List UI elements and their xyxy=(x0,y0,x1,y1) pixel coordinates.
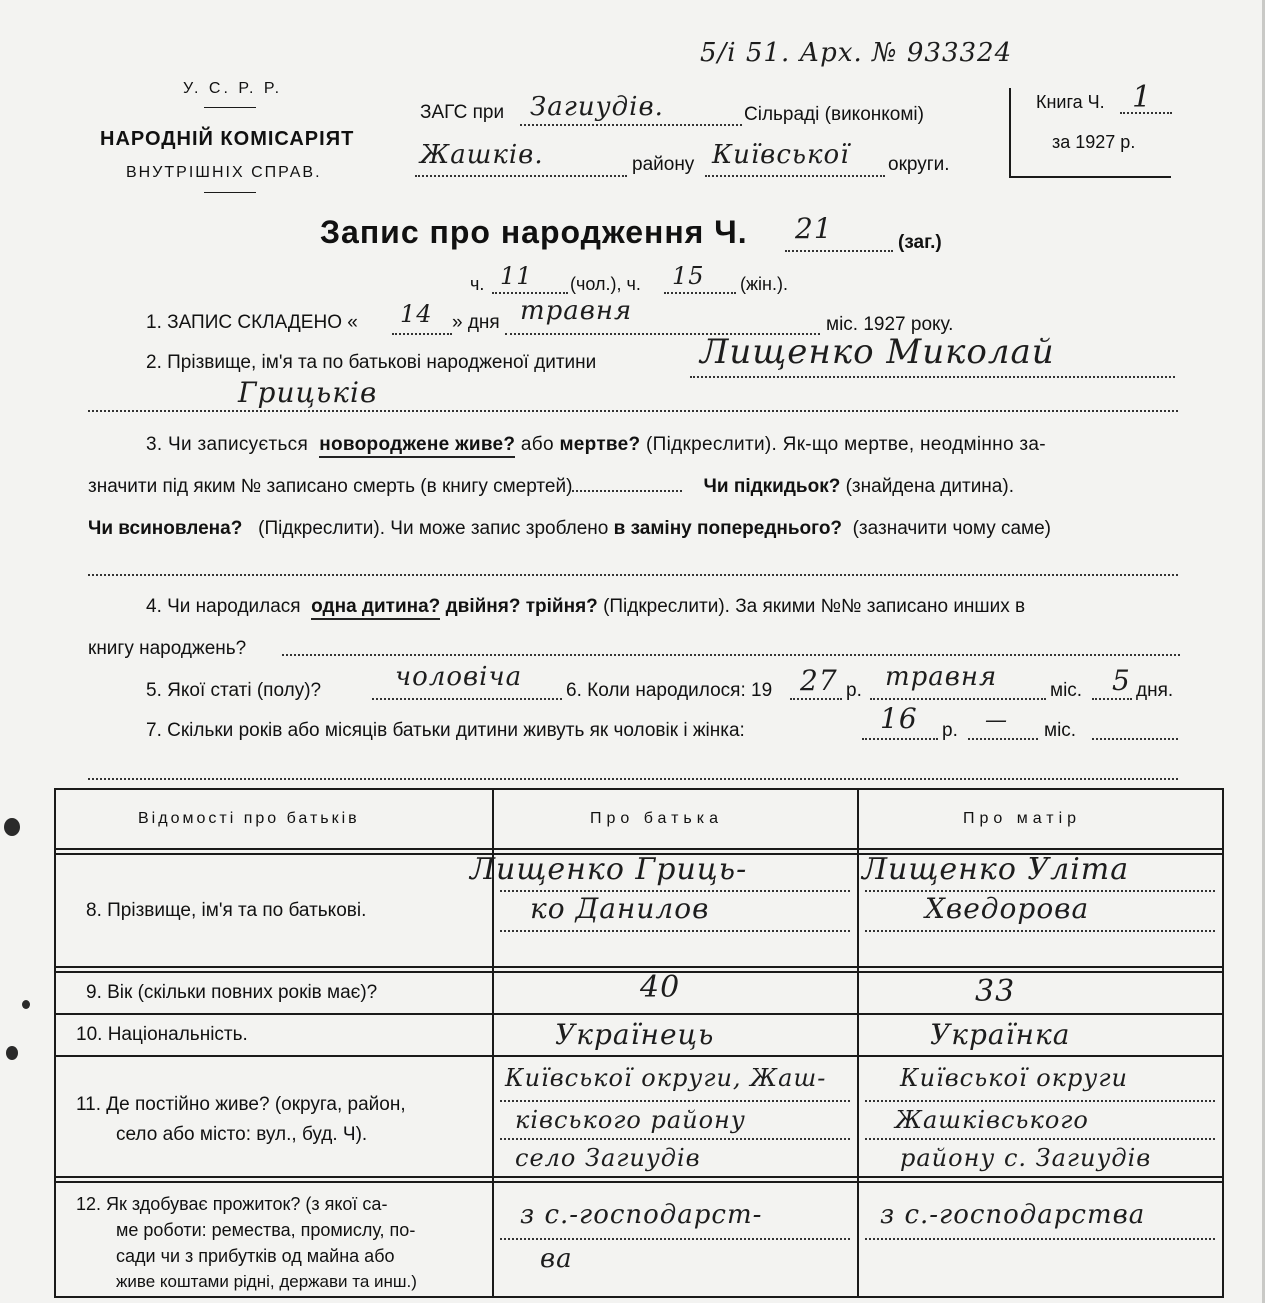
male-count-line xyxy=(492,292,568,294)
row11-mother-line2: Жашківського xyxy=(895,1106,1089,1134)
row11-father-line3: село Загиудів xyxy=(515,1144,701,1172)
female-suffix: (жін.). xyxy=(740,274,788,294)
item1-day: 14 xyxy=(400,300,433,328)
table-top-border xyxy=(54,788,1224,790)
archive-note: 5/і 51. Арх. № 933324 xyxy=(700,38,1013,68)
raion-line xyxy=(415,175,627,177)
row11-father-guide1 xyxy=(500,1100,850,1102)
item3-line2 xyxy=(88,476,1014,498)
table-row-divider-4 xyxy=(54,1176,1224,1183)
item5-line xyxy=(372,698,562,700)
item7-blank-line xyxy=(88,778,1178,780)
row12-label-line2: ме роботи: ремества, промислу, по- xyxy=(116,1220,416,1240)
table-row-divider-3 xyxy=(54,1055,1224,1057)
row11-label-line2: село або місто: вул., буд. Ч). xyxy=(116,1124,368,1145)
item7-tail-line xyxy=(1092,738,1178,740)
row11-father-line2: ківського району xyxy=(515,1106,746,1134)
table-row-divider-2 xyxy=(54,1013,1224,1015)
item2-line xyxy=(690,376,1175,378)
row12-label-line1: 12. Як здобуває прожиток? (з якої са- xyxy=(76,1194,388,1214)
header-divider-top xyxy=(204,107,256,108)
table-header-info: Відомості про батьків xyxy=(138,810,360,827)
table-bottom-border xyxy=(54,1296,1224,1298)
item1-label: 1. ЗАПИС СКЛАДЕНО « xyxy=(146,312,358,333)
female-count-line xyxy=(664,292,736,294)
book-number-line xyxy=(1120,112,1172,114)
zags-prefix: ЗАГС при xyxy=(420,102,505,123)
item7-months: — xyxy=(985,708,1008,733)
item3-replacement-text: (Підкреслити). Чи може запис зроблено xyxy=(258,518,609,539)
book-box-border xyxy=(1009,88,1011,178)
item3-replacement-option: в заміну попереднього? xyxy=(613,518,843,539)
item2-child-name: Лищенко Миколай xyxy=(700,332,1055,372)
item6-label: 6. Коли народилося: 19 xyxy=(566,680,773,701)
record-suffix: (заг.) xyxy=(898,232,942,253)
zags-village-line xyxy=(520,124,742,126)
book-box-bottom xyxy=(1009,176,1171,178)
item6-end: дня. xyxy=(1136,680,1174,701)
row12-label-line4: живе коштами рідні, держави та инш.) xyxy=(116,1272,417,1291)
republic-label: У. С. Р. Р. xyxy=(183,80,283,97)
row12-father-line2: ва xyxy=(540,1244,573,1274)
row8-father-guide2 xyxy=(500,930,850,932)
row8-label: 8. Прізвище, ім'я та по батькові. xyxy=(86,900,367,921)
female-count: 15 xyxy=(672,262,705,290)
row8-father-line2: ко Данилов xyxy=(530,892,710,925)
item6-year: 27 xyxy=(800,664,838,697)
row11-father-guide2 xyxy=(500,1138,850,1140)
okruha-label: округи. xyxy=(888,154,950,175)
row9-label: 9. Вік (скільки повних років має)? xyxy=(86,982,378,1003)
row12-label-line3: сади чи з прибутків од майна або xyxy=(116,1246,395,1266)
item3-text-e: (Підкреслити). Як-що мертве, неодмінно за- xyxy=(646,434,1046,455)
item4-text-e: (Підкреслити). За якими №№ записано инших в xyxy=(603,596,1026,617)
row8-mother-guide2 xyxy=(865,930,1215,932)
zags-village: Загиудів. xyxy=(530,92,664,122)
item3-foundling-note: (знайдена дитина). xyxy=(845,476,1014,497)
item7-years: 16 xyxy=(880,702,918,735)
row12-father-guide xyxy=(500,1238,850,1240)
record-number: 21 xyxy=(795,212,833,245)
item4-line xyxy=(282,654,1180,656)
row11-mother-guide2 xyxy=(865,1138,1215,1140)
raion-label: району xyxy=(632,154,695,175)
ink-spot xyxy=(4,818,20,836)
item3-replacement-note: (зазначити чому саме) xyxy=(852,518,1051,539)
item6-day: 5 xyxy=(1112,664,1131,697)
record-title: Запис про народження Ч. xyxy=(320,214,748,250)
item4-line1 xyxy=(146,596,1025,618)
item6-r: р. xyxy=(846,680,862,701)
item6-day-line xyxy=(1092,698,1132,700)
item2-child-patronymic: Грицьків xyxy=(238,376,378,409)
row9-father-age: 40 xyxy=(640,970,681,1005)
table-header-father: Про батька xyxy=(590,810,723,827)
commissariat-title: НАРОДНІЙ КОМІСАРІЯТ xyxy=(100,128,355,150)
item2-line2 xyxy=(88,410,1178,412)
okruha-name: Київської xyxy=(712,140,850,170)
item3-death-text: значити під яким № записано смерть (в книгу смертей) xyxy=(88,476,573,497)
item3-text-a: 3. Чи записується xyxy=(146,434,309,455)
item6-mis: міс. xyxy=(1050,680,1083,701)
item5-label: 5. Якої статі (полу)? xyxy=(146,680,322,701)
item7-mis: міс. xyxy=(1044,720,1077,741)
header-divider-bottom xyxy=(204,192,256,193)
row8-mother-line1: Лищенко Уліта xyxy=(862,852,1130,887)
male-suffix: (чол.), ч. xyxy=(570,274,641,294)
row11-mother-guide1 xyxy=(865,1100,1215,1102)
table-header-mother: Про матір xyxy=(963,810,1082,827)
item4-line2: книгу народжень? xyxy=(88,638,247,659)
item4-single-option: одна дитина? xyxy=(311,596,440,620)
table-col-divider-2 xyxy=(857,788,859,1298)
male-count: 11 xyxy=(500,262,533,290)
row10-father-nationality: Українець xyxy=(555,1018,715,1051)
okruha-line xyxy=(705,175,885,177)
item4-text-a: 4. Чи народилася xyxy=(146,596,301,617)
table-right-border xyxy=(1222,788,1224,1298)
row8-mother-line2: Хведорова xyxy=(925,892,1090,925)
ink-spot xyxy=(6,1046,18,1060)
item3-foundling-option: Чи підкидьок? xyxy=(703,476,841,497)
item7-years-line xyxy=(862,738,938,740)
item7-label: 7. Скільки років або місяців батьки дитини живуть як чоловік і жінка: xyxy=(146,720,745,741)
row9-mother-age: 33 xyxy=(975,974,1016,1009)
row8-father-guide1 xyxy=(500,890,850,892)
item6-year-line xyxy=(790,698,842,700)
zags-suffix: Сільраді (виконкомі) xyxy=(744,104,924,125)
row12-mother-guide xyxy=(865,1238,1215,1240)
table-left-border xyxy=(54,788,56,1298)
male-label: ч. xyxy=(470,274,485,294)
book-label: Книга Ч. xyxy=(1036,92,1105,112)
item6-month: травня xyxy=(885,662,998,692)
commissariat-subtitle: ВНУТРІШНІХ СПРАВ. xyxy=(126,164,322,181)
item1-end: міс. 1927 року. xyxy=(826,314,954,335)
item1-day-line xyxy=(392,333,452,335)
ink-spot xyxy=(22,1000,30,1009)
row8-mother-guide1 xyxy=(865,890,1215,892)
item7-r: р. xyxy=(942,720,958,741)
item7-months-line xyxy=(968,738,1038,740)
row11-label-line1: 11. Де постійно живе? (округа, район, xyxy=(76,1094,406,1115)
item3-alive-option: новороджене живе? xyxy=(319,434,515,458)
row10-mother-nationality: Українка xyxy=(930,1018,1071,1051)
row11-mother-line3: району с. Загиудів xyxy=(900,1144,1152,1172)
item3-or: або xyxy=(520,434,554,455)
item4-triplets-option: трійня? xyxy=(525,596,598,617)
row10-label: 10. Національність. xyxy=(76,1024,248,1045)
item2-label: 2. Прізвище, ім'я та по батькові народженої дитини xyxy=(146,352,597,373)
row11-mother-line1: Київської округи xyxy=(900,1064,1128,1092)
item3-dead-option: мертве? xyxy=(559,434,641,455)
item5-sex: чоловіча xyxy=(395,662,523,692)
item4-twins-option: двійня? xyxy=(445,596,521,617)
row11-father-line1: Київської округи, Жаш- xyxy=(505,1064,827,1092)
item6-month-line xyxy=(870,698,1046,700)
book-year: за 1927 р. xyxy=(1052,132,1136,152)
item1-month: травня xyxy=(520,296,633,326)
item3-adopted-option: Чи всиновлена? xyxy=(88,518,243,539)
item3-line3 xyxy=(88,518,1051,540)
raion-name: Жашків. xyxy=(420,140,544,170)
item1-mid: » дня xyxy=(452,312,500,333)
item3-line1 xyxy=(146,434,1046,456)
row12-mother-line1: з с.-господарства xyxy=(880,1200,1146,1230)
row12-father-line1: з с.-господарст- xyxy=(520,1200,763,1230)
table-row-divider-1 xyxy=(54,966,1224,973)
book-number: 1 xyxy=(1132,80,1153,115)
row8-father-line1: Лищенко Гриць- xyxy=(470,852,748,887)
item3-blank-line xyxy=(88,574,1178,576)
record-number-line xyxy=(785,250,893,252)
